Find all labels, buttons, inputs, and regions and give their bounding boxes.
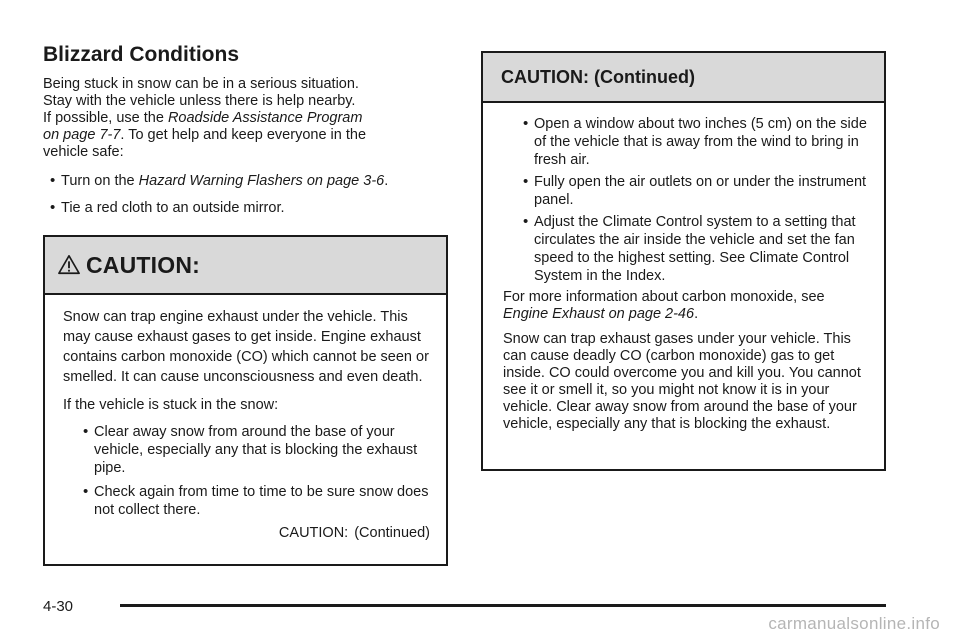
paragraph-text: For more information about carbon monoxide, see [503, 289, 825, 305]
footer-rule [120, 604, 886, 607]
bullet-icon: • [523, 173, 529, 190]
list-item [523, 213, 868, 285]
cross-reference-link[interactable]: on page 7-7 [43, 127, 121, 144]
list-item [523, 173, 868, 209]
bullet-text: Turn on the [61, 173, 139, 190]
bullet-icon: • [83, 423, 89, 441]
caution-paragraph: Snow can trap engine exhaust under the vehicle. This may cause exhaust gases to get inside. Engine exhaust contains carbon monoxide (CO) which cannot be seen or smelled. It can cause unconsciousness and even death. [63, 309, 429, 386]
page-number: 4-30 [43, 598, 74, 615]
cross-reference-link[interactable]: Roadside Assistance Program [167, 110, 363, 127]
bullet-icon: • [83, 483, 89, 501]
caution-continued-note: CAUTION: (Continued) [278, 525, 430, 542]
caution-bullet-list [503, 115, 868, 285]
bullet-icon: • [50, 199, 56, 217]
caution-box-continued [481, 51, 886, 471]
intro-line: . To get help and keep everyone in the [120, 127, 367, 144]
bullet-icon: • [50, 172, 56, 190]
intro-line: vehicle safe: [43, 144, 124, 161]
caution-header [45, 237, 446, 295]
list-item [50, 200, 448, 217]
intro-bullet-list [43, 173, 448, 217]
caution-header [483, 53, 884, 103]
caution-paragraph: If the vehicle is stuck in the snow: [63, 397, 279, 414]
bullet-icon: • [523, 115, 529, 132]
bullet-text: Adjust the Climate Control system to a setting that circulates the air inside the vehicle and set the fan speed to the highest setting. See Climate Control System in the Index. [534, 214, 856, 284]
list-item [50, 173, 448, 190]
caution-bullet-list [63, 423, 430, 519]
watermark: carmanualsonline.info [768, 614, 940, 633]
cross-reference-link[interactable]: Hazard Warning Flashers on page 3-6 [138, 173, 385, 190]
left-column [43, 42, 448, 566]
bullet-text: Fully open the air outlets on or under the instrument panel. [534, 174, 867, 208]
caution-label: CAUTION: [86, 251, 201, 278]
caution-paragraph [503, 289, 868, 323]
caution-body [483, 103, 884, 433]
paragraph-text: . [694, 306, 699, 322]
bullet-text: Clear away snow from around the base of your vehicle, especially any that is blocking the exhaust pipe. [94, 424, 418, 477]
warning-triangle-icon [58, 254, 80, 276]
bullet-icon: • [523, 213, 529, 230]
list-item [83, 483, 430, 519]
bullet-text: Tie a red cloth to an outside mirror. [61, 200, 285, 217]
list-item [83, 423, 430, 477]
caution-label: CAUTION: (Continued) [501, 66, 695, 87]
intro-paragraph [43, 76, 448, 161]
right-column [481, 51, 886, 471]
bullet-text: Open a window about two inches (5 cm) on the side of the vehicle that is away from the wind to bring in fresh air. [534, 116, 867, 168]
intro-line: If possible, use the [43, 110, 168, 127]
intro-line: Being stuck in snow can be in a serious situation. [43, 76, 359, 93]
caution-body [45, 295, 446, 541]
section-title: Blizzard Conditions [43, 43, 239, 66]
bullet-text: Check again from time to time to be sure snow does not collect there. [94, 484, 429, 519]
list-item [523, 115, 868, 169]
bullet-text: . [384, 173, 389, 190]
caution-paragraph: Snow can trap exhaust gases under your vehicle. This can cause deadly CO (carbon monoxide) gas to get inside. CO could overcome you and kill you. You cannot see it or smell it, so you might not know it is in your vehicle. Clear away snow from around the base of your vehicle, especially any that is blocking the exhaust. [503, 331, 861, 432]
caution-box [43, 235, 448, 566]
cross-reference-link[interactable]: Engine Exhaust on page 2-46 [503, 306, 695, 322]
intro-line: Stay with the vehicle unless there is help nearby. [43, 93, 356, 110]
